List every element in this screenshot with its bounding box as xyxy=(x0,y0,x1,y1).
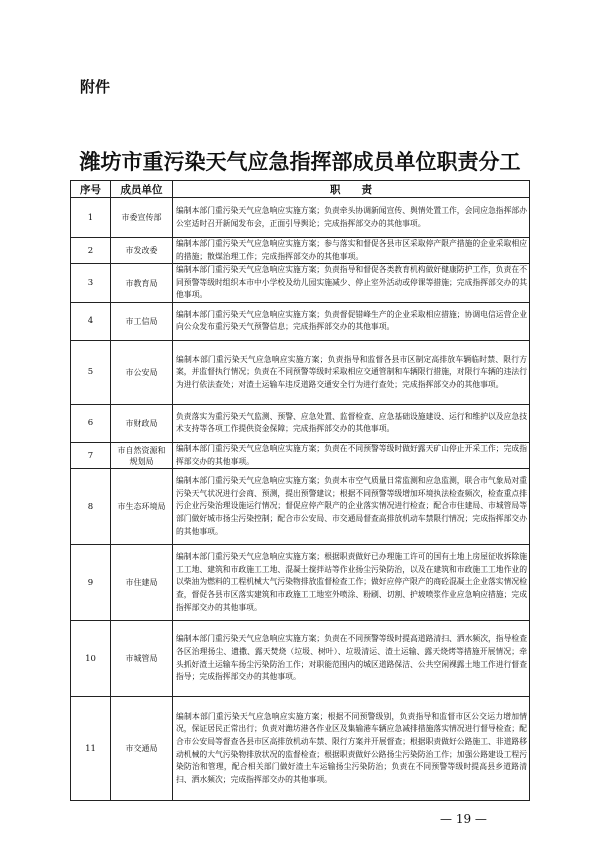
row-duty: 编制本部门重污染天气应急响应实施方案；负责牵头协调新闻宣传、舆情处置工作，会同应急指挥部办公室适时召开新闻发布会，正面引导舆论；完成指挥部交办的其他事项。 xyxy=(173,198,530,238)
row-index: 6 xyxy=(71,404,111,442)
table-row xyxy=(71,340,530,404)
row-duty: 编制本部门重污染天气应急响应实施方案；负责本市空气质量日常监测和应急监测，联合市气象局对重污染天气状况进行会商、预测，提出预警建议；根据不同预警等级增加环境执法检查频次，检查重点排污企业污染治理设施运行情况；督促应停产限产的企业落实情况进行检查；配合市住建局、市城管局等部门做好城市扬尘污染控制；配合市公安局、市交通局督查高排放机动车禁限行情况；完成指挥部交办的其他事项。 xyxy=(173,469,530,545)
row-index: 7 xyxy=(71,442,111,468)
table-row xyxy=(71,442,530,468)
row-duty: 编制本部门重污染天气应急响应实施方案；负责督促错峰生产的企业采取相应措施；协调电信运营企业向公众发布重污染天气预警信息；完成指挥部交办的其他事项。 xyxy=(173,302,530,340)
row-unit: 市住建局 xyxy=(111,545,173,621)
row-duty: 编制本部门重污染天气应急响应实施方案；负责指导和督促各类教育机构做好健康防护工作，负责在不同预警等级时组织本市中小学校及幼儿园实施减少、停止室外活动或停课等措施；完成指挥部交办的其他事项。 xyxy=(173,264,530,303)
row-index: 11 xyxy=(71,697,111,801)
row-unit: 市委宣传部 xyxy=(111,198,173,238)
page-number: — 19 — xyxy=(440,812,487,826)
row-unit: 市城管局 xyxy=(111,621,173,697)
row-unit: 市财政局 xyxy=(111,404,173,442)
table-row xyxy=(71,302,530,340)
header-unit: 成员单位 xyxy=(111,181,173,198)
row-index: 1 xyxy=(71,198,111,238)
table-row xyxy=(71,469,530,545)
row-duty: 编制本部门重污染天气应急响应实施方案；根据职责做好已办理施工许可的国有土地上房屋征收拆除施工工地、建筑和市政施工工地、混凝土搅拌站等作业扬尘污染防治，以及在建筑和市政施工工地作业的以柴油为燃料的工程机械大气污染物排放监督检查工作；做好应停产限产的商砼混凝土企业落实情况检查，督促各县市区落实建筑和市政施工工地室外喷涂、粉刷、切割、护坡喷浆作业应急响应措施；完成指挥部交办的其他事项。 xyxy=(173,545,530,621)
row-index: 2 xyxy=(71,238,111,264)
table-row xyxy=(71,545,530,621)
table-row xyxy=(71,264,530,303)
row-duty: 编制本部门重污染天气应急响应实施方案；参与落实和督促各县市区采取停产限产措施的企业采取相应的措施；散煤治理工作；完成指挥部交办的其他事项。 xyxy=(173,238,530,264)
table-row xyxy=(71,621,530,697)
row-index: 5 xyxy=(71,340,111,404)
attachment-label: 附件 xyxy=(80,78,111,96)
row-unit: 市工信局 xyxy=(111,302,173,340)
table-row xyxy=(71,198,530,238)
row-unit: 市自然资源和规划局 xyxy=(111,442,173,468)
document-title: 潍坊市重污染天气应急指挥部成员单位职责分工 xyxy=(79,150,521,174)
row-unit: 市发改委 xyxy=(111,238,173,264)
row-duty: 编制本部门重污染天气应急响应实施方案；根据不同预警级别，负责指导和监督市区公交运力增加情况，保证居民正常出行；负责对潍坊港各作业区及集输港车辆应急减排措施落实情况进行督导检查；配合市公安局等督查各县市区高排放机动车禁、限行方案并开展督查；根据职责做好公路施工、非道路移动机械的大气污染物排放状况的监督检查；根据职责做好公路扬尘污染防治工作；加强公路建设工程污染防治和管理，配合相关部门做好渣土车运输扬尘污染防治；负责在不同预警等级时提高县乡道路清扫、洒水频次；完成指挥部交办的其他事项。 xyxy=(173,697,530,801)
row-unit: 市生态环境局 xyxy=(111,469,173,545)
row-index: 4 xyxy=(71,302,111,340)
row-index: 10 xyxy=(71,621,111,697)
responsibility-table xyxy=(70,180,530,801)
row-duty: 编制本部门重污染天气应急响应实施方案；负责在不同预警等级时做好露天矿山停止开采工作；完成指挥部交办的其他事项。 xyxy=(173,442,530,468)
row-unit: 市教育局 xyxy=(111,264,173,303)
row-index: 8 xyxy=(71,469,111,545)
row-duty: 编制本部门重污染天气应急响应实施方案；负责指导和监督各县市区制定高排放车辆临时禁、限行方案，并监督执行情况；负责在不同预警等级时采取相应交通管制和车辆限行措施，对限行车辆的违法行为进行依法查处；对渣土运输车违反道路交通安全行为进行查处；完成指挥部交办的其他事项。 xyxy=(173,340,530,404)
row-index: 3 xyxy=(71,264,111,303)
row-duty: 编制本部门重污染天气应急响应实施方案；负责在不同预警等级时提高道路清扫、洒水频次，指导检查各区治理扬尘、遗撒、露天焚烧（垃圾、树叶）、垃圾清运、渣土运输、露天烧烤等措施开展情况；牵头抓好渣土运输车扬尘污染防治工作；对职能范围内的城区道路保洁、公共空闲裸露土地工作进行督查指导；完成指挥部交办的其他事项。 xyxy=(173,621,530,697)
row-unit: 市交通局 xyxy=(111,697,173,801)
row-index: 9 xyxy=(71,545,111,621)
table-row xyxy=(71,697,530,801)
table-row xyxy=(71,404,530,442)
header-index: 序号 xyxy=(71,181,111,198)
header-duty: 职 责 xyxy=(173,181,530,198)
row-duty: 负责落实为重污染天气监测、预警、应急处置、监督检查、应急基础设施建设、运行和维护以及应急技术支持等各项工作提供资金保障；完成指挥部交办的其他事项。 xyxy=(173,404,530,442)
table-header-row xyxy=(71,181,530,198)
row-unit: 市公安局 xyxy=(111,340,173,404)
table-row xyxy=(71,238,530,264)
